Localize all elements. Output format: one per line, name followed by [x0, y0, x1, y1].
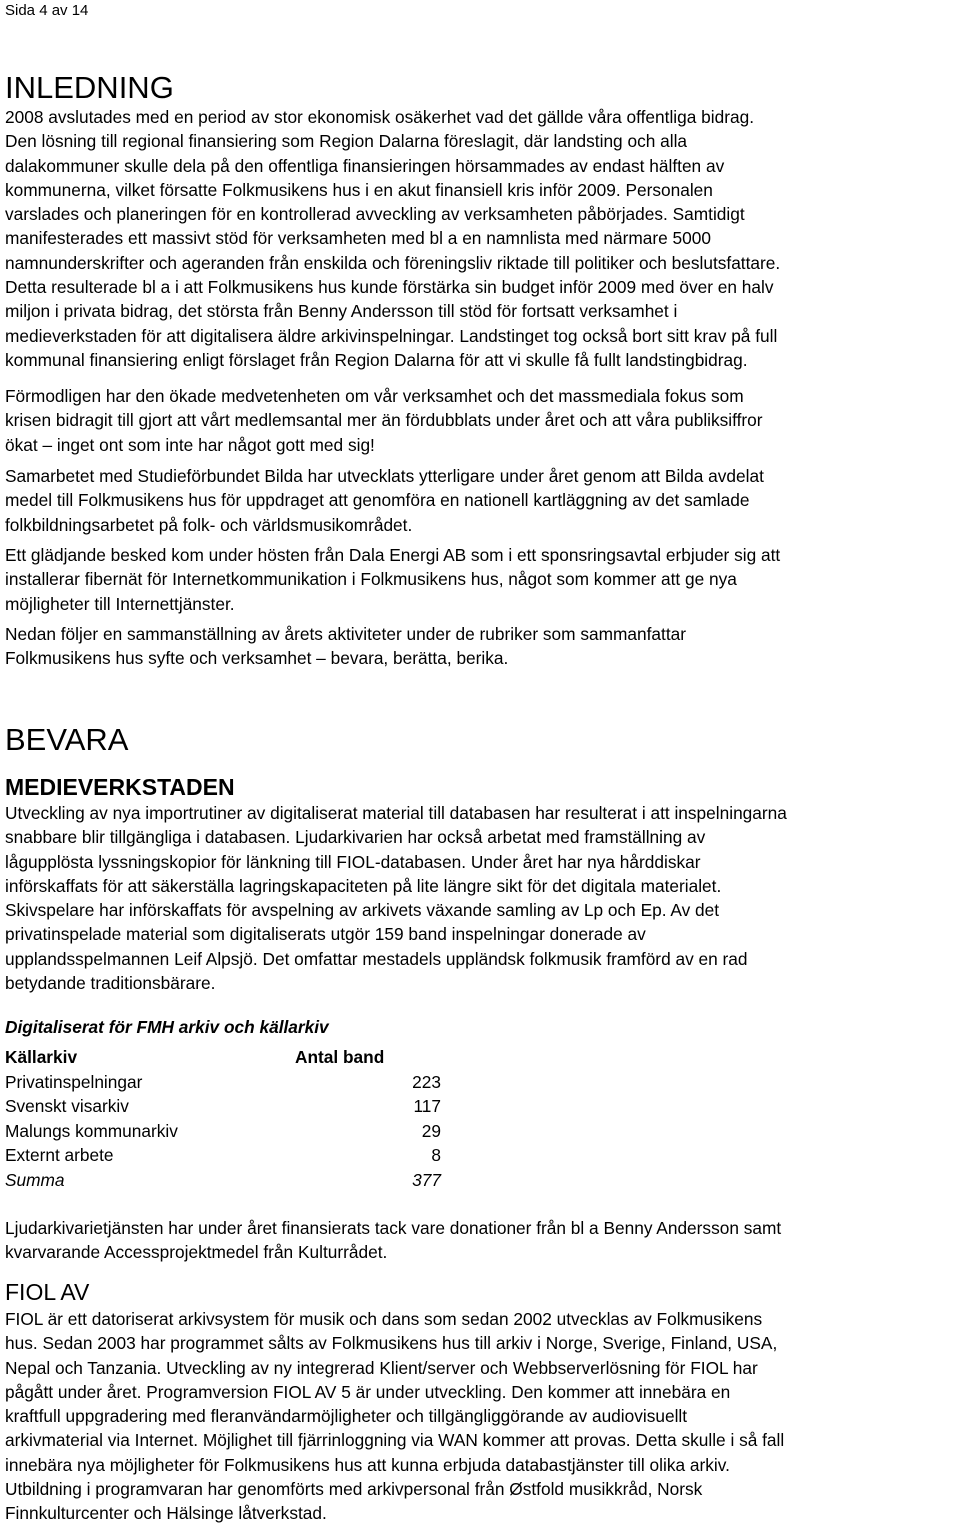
text-line: krisen bidragit till gjort att vårt medlemsantal mer än fördubblats under året och att våra publiksiffror	[5, 410, 763, 431]
text-line: medieverkstaden för att digitalisera äldre arkivinspelningar. Landstinget tog också bort sitt krav på full	[5, 325, 778, 346]
text-line: namnunderskrifter och ageranden från enskilda och föreningsliv riktade till politiker och beslutsfattare.	[5, 252, 781, 273]
text-line: Utveckling av nya importrutiner av digitaliserat material till databasen har resulterat i att inspelningarna	[5, 803, 787, 823]
text-line: Folkmusikens hus syfte och verksamhet – bevara, berätta, berika.	[5, 648, 509, 669]
total-value: 377	[412, 1169, 441, 1190]
text-line: upplandsspelmannen Leif Alpsjö. Det omfattar mestadels uppländsk folkmusik framförd av en rad	[5, 948, 748, 969]
text-line: snabbare blir tillgängliga i databasen. Ljudarkivarien har också arbetat med framställning av	[5, 827, 706, 848]
text-line: Utbildning i programvaran har genomförts med arkivpersonal från Østfold musikkråd, Norsk	[5, 1479, 703, 1500]
text-line: folkbildningsarbetet på folk- och världsmusikområdet.	[5, 514, 413, 535]
text-line: varslades och planeringen för en kontrollerad avveckling av verksamheten påbörjades. Samtidigt	[5, 204, 745, 225]
text-line: innebära nya möjligheter för Folkmusikens hus att kunna erbjuda databastjänster till olika arkiv.	[5, 1454, 730, 1475]
cell-source: Privatinspelningar	[5, 1071, 143, 1092]
column-header-count: Antal band	[295, 1047, 385, 1067]
table-total-row	[5, 1168, 441, 1193]
text-line: betydande traditionsbärare.	[5, 973, 216, 994]
text-line: ökat – inget ont som inte har något gott med sig!	[5, 434, 375, 455]
text-line: installerar fibernät för Internetkommunikation i Folkmusikens hus, något som kommer att ge nya	[5, 569, 737, 590]
text-line: kommunal finansiering enligt förslaget från Region Dalarna för att vi skulle få fullt landstingbidrag.	[5, 349, 748, 370]
heading-inledning: INLEDNING	[5, 70, 174, 105]
text-line: hus. Sedan 2003 har programmet sålts av Folkmusikens hus till arkiv i Norge, Sverige, Finland, USA,	[5, 1333, 778, 1354]
text-line: Ljudarkivarietjänsten har under året finansierats tack vare donationer från bl a Benny Andersson samt	[5, 1218, 782, 1238]
text-line: FIOL är ett datoriserat arkivsystem för musik och dans som sedan 2002 utvecklas av Folkmusikens	[5, 1309, 763, 1329]
text-line: dalakommuner skulle dela på den offentliga finansieringen hörsammades av endast hälften av	[5, 155, 725, 176]
cell-count: 117	[413, 1096, 441, 1116]
intro-paragraph-3	[5, 464, 764, 537]
table-header-row	[5, 1045, 441, 1070]
text-line: 2008 avslutades med en period av stor ekonomisk osäkerhet vad det gällde våra offentliga bidrag.	[5, 107, 755, 127]
text-line: Samarbetet med Studieförbundet Bilda har utvecklats ytterligare under året genom att Bilda avdelat	[5, 466, 764, 486]
text-line: införskaffats för att säkerställa lagringskapaciteten på lite längre sikt för det digitala materialet.	[5, 875, 722, 896]
text-line: pågått under året. Programversion FIOL AV 5 är under utveckling. Den kommer att innebära en	[5, 1381, 731, 1402]
text-line: möjligheter till Internettjänster.	[5, 593, 235, 614]
digitization-table	[5, 1045, 441, 1192]
cell-count: 223	[412, 1071, 441, 1092]
after-table-paragraph	[5, 1216, 781, 1265]
intro-paragraph-5	[5, 622, 686, 671]
heading-fiol-av: FIOL AV	[5, 1279, 90, 1305]
intro-paragraph-4	[5, 543, 780, 616]
table-row	[5, 1094, 441, 1119]
text-line: arkivmaterial via Internet. Möjlighet till fjärrinloggning via WAN kommer att provas. Detta skulle i så fall	[5, 1430, 785, 1451]
heading-bevara: BEVARA	[5, 722, 129, 757]
intro-paragraph-1	[5, 105, 780, 372]
cell-count: 8	[431, 1145, 441, 1165]
text-line: kraftfull uppgradering med fleranvändarmöjligheter och tillgängliggörande av audiovisuellt	[5, 1406, 688, 1427]
text-line: Ett glädjande besked kom under hösten från Dala Energi AB som i ett sponsringsavtal erbjuder sig att	[5, 545, 781, 565]
fiol-paragraph	[5, 1307, 784, 1526]
text-line: Nedan följer en sammanställning av årets aktiviteter under de rubriker som sammanfattar	[5, 624, 686, 644]
page-number: Sida 4 av 14	[5, 2, 89, 19]
cell-source: Svenskt visarkiv	[5, 1096, 129, 1116]
text-line: Nepal och Tanzania. Utveckling av ny integrerad Klient/server och Webbserverlösning för FIOL har	[5, 1357, 758, 1378]
text-line: kvarvarande Accessprojektmedel från Kulturrådet.	[5, 1242, 388, 1263]
text-line: lågupplösta lyssningskopior för länkning till FIOL-databasen. Under året har nya hårddiskar	[5, 851, 701, 872]
text-line: manifesterades ett massivt stöd för verksamheten med bl a en namnlista med närmare 5000	[5, 228, 711, 249]
table-row	[5, 1070, 441, 1095]
table-title: Digitaliserat för FMH arkiv och källarkiv	[5, 1017, 329, 1037]
cell-source: Externt arbete	[5, 1145, 114, 1165]
text-line: Skivspelare har införskaffats för avspelning av arkivets växande samling av Lp och Ep. Av det	[5, 900, 720, 921]
text-line: miljon i privata bidrag, det största från Benny Andersson till stöd för fortsatt verksamhet i	[5, 301, 678, 322]
medieverkstaden-paragraph	[5, 801, 787, 995]
column-header-source: Källarkiv	[5, 1047, 78, 1067]
text-line: medel till Folkmusikens hus för uppdraget att genomföra en nationell kartläggning av det samlade	[5, 490, 750, 511]
cell-source: Malungs kommunarkiv	[5, 1120, 178, 1141]
cell-count: 29	[421, 1120, 441, 1141]
text-line: privatinspelade material som digitaliserats utgör 159 band inspelningar donerade av	[5, 924, 646, 945]
text-line: Detta resulterade bl a i att Folkmusikens hus kunde förstärka sin budget inför 2009 med över en halv	[5, 277, 774, 298]
text-line: kommunerna, vilket försatte Folkmusikens hus i en akut finansiell kris inför 2009. Personalen	[5, 179, 713, 200]
text-line: Förmodligen har den ökade medvetenheten om vår verksamhet och det massmediala fokus som	[5, 386, 744, 406]
heading-medieverkstaden: MEDIEVERKSTADEN	[5, 774, 235, 800]
total-label: Summa	[5, 1169, 65, 1190]
text-line: Finnkulturcenter och Hälsinge låtverkstad.	[5, 1503, 327, 1524]
table-row	[5, 1143, 441, 1168]
intro-paragraph-2	[5, 384, 763, 457]
table-row	[5, 1119, 441, 1144]
text-line: Den lösning till regional finansiering som Region Dalarna föreslagit, där landsting och alla	[5, 131, 688, 152]
